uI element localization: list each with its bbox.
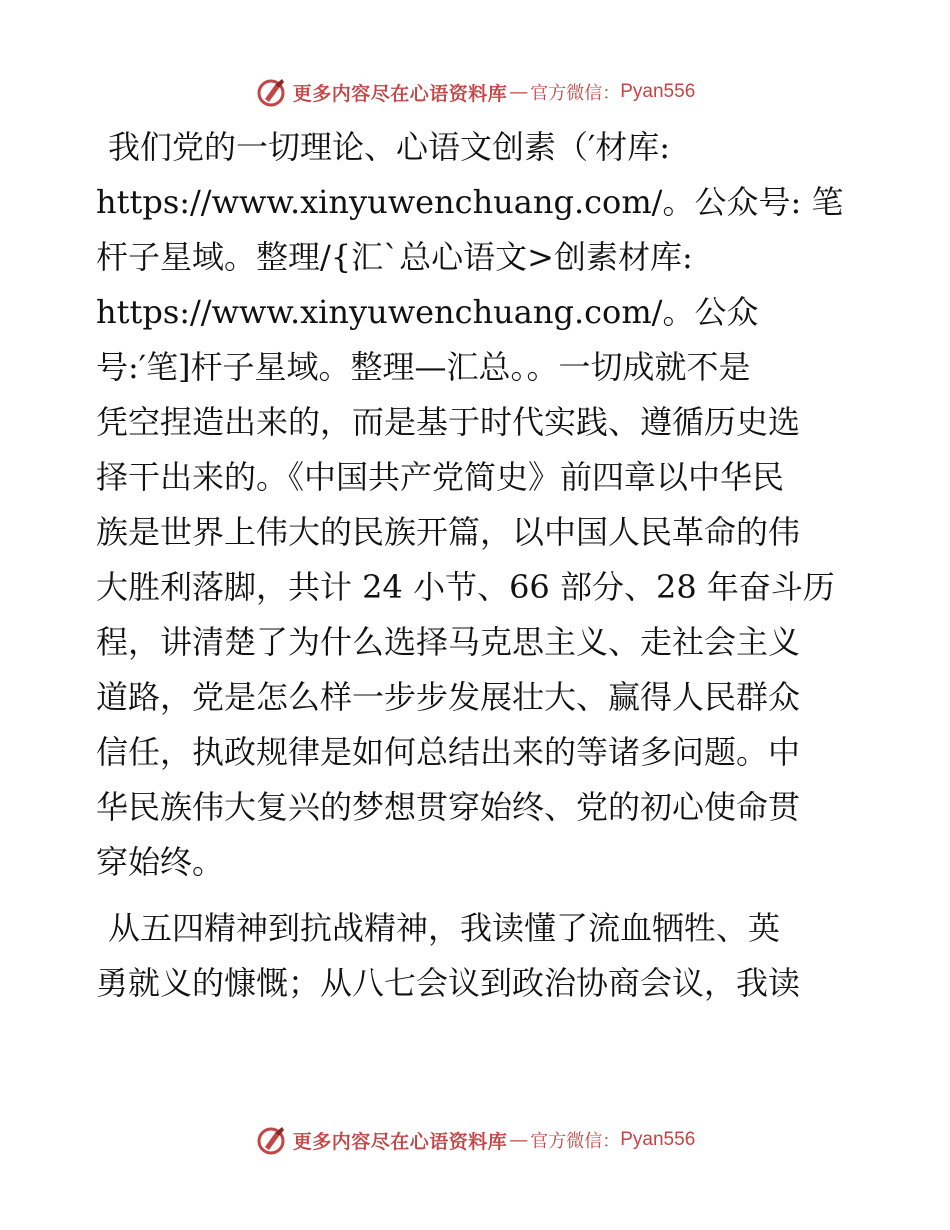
text-line: https://www.xinyuwenchuang.com/。公众: [96, 293, 759, 331]
banner-wechat-label: 官方微信：: [530, 83, 621, 104]
text-line: 华民族伟大复兴的梦想贯穿始终、党的初心使命贯: [96, 788, 801, 826]
text-line: 穿始终。: [96, 843, 225, 881]
text-line: https://www.xinyuwenchuang.com/。公众号: 笔: [96, 183, 844, 221]
text-line: 程，讲清楚了为什么选择马克思主义、走社会主义: [96, 623, 801, 661]
header-banner: [0, 72, 950, 112]
brand-logo-icon: [255, 75, 289, 109]
text-line: 择干出来的。《中国共产党简史》前四章以中华民: [96, 458, 785, 496]
text-line: 号:′笔]杆子星域。整理—汇总。。一切成就不是: [96, 348, 751, 386]
banner-wechat-id: Pyan556: [620, 1129, 696, 1150]
text-line: 我们党的一切理论、心语文创素（′材库:: [108, 128, 671, 166]
paragraph-2: [96, 901, 856, 1011]
banner-wechat-id: Pyan556: [620, 81, 696, 102]
text-line: 凭空捏造出来的，而是基于时代实践、遵循历史选: [96, 403, 801, 441]
footer-banner: [0, 1120, 950, 1160]
document-body: [96, 120, 856, 1011]
text-line: 勇就义的慷慨；从八七会议到政治协商会议，我读: [96, 964, 801, 1002]
brand-logo-icon: [255, 1123, 289, 1157]
text-line: 大胜利落脚，共计 24 小节、66 部分、28 年奋斗历: [96, 568, 835, 606]
text-line: 信任，执政规律是如何总结出来的等诸多问题。中: [96, 733, 801, 771]
text-line: 道路，党是怎么样一步步发展壮大、赢得人民群众: [96, 678, 801, 716]
text-line: 族是世界上伟大的民族开篇，以中国人民革命的伟: [96, 513, 801, 551]
text-line: 杆子星域。整理/{汇`总心语文>创素材库:: [96, 238, 693, 276]
banner-title: 更多内容尽在心语资料库: [292, 82, 508, 105]
banner-wechat-label: 官方微信：: [530, 1131, 621, 1152]
banner-dash: —: [509, 1129, 529, 1151]
text-line: 从五四精神到抗战精神，我读懂了流血牺牲、英: [108, 909, 781, 947]
paragraph-1: [96, 120, 856, 890]
banner-dash: —: [509, 81, 529, 103]
banner-title: 更多内容尽在心语资料库: [292, 1130, 508, 1153]
